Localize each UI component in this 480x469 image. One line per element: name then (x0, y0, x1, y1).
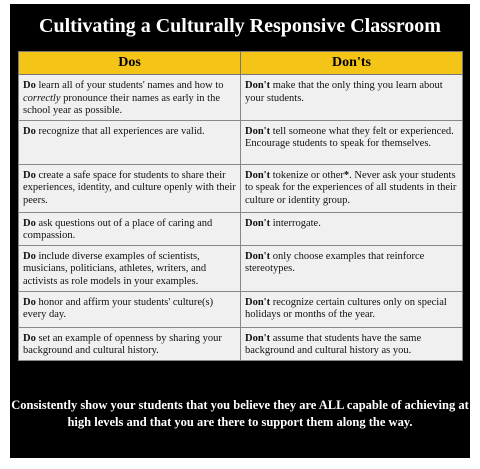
footnote-asterisk: * (343, 169, 350, 181)
do-lead: Do (23, 250, 36, 262)
do-text: honor and affirm your students' culture(s) every day. (23, 296, 214, 320)
table-row (19, 75, 463, 121)
dont-cell (241, 245, 463, 291)
dont-cell (241, 120, 463, 164)
do-text: recognize that all experiences are valid. (35, 125, 205, 137)
do-cell (19, 120, 241, 164)
do-lead: Do (23, 169, 36, 181)
dont-lead: Don't (245, 80, 271, 91)
do-text: include diverse examples of scientists, musicians, politicians, athletes, writers, and activists as role models in your examples. (23, 250, 207, 287)
dont-lead: Don't (245, 217, 271, 229)
table-row (19, 212, 463, 245)
dont-lead: Don't (245, 169, 271, 181)
table-row (19, 327, 463, 360)
dont-text: assume that students have the same background and cultural history as you. (245, 332, 422, 356)
do-cell (19, 245, 241, 291)
table-header-row (19, 52, 463, 75)
do-text: set an example of openness by sharing your background and cultural history. (23, 332, 222, 356)
do-text-tail: pronounce their names as early in the school year as possible. (23, 92, 220, 116)
do-cell (19, 212, 241, 245)
table-row (19, 164, 463, 212)
dont-cell (241, 164, 463, 212)
do-text: ask questions out of a place of caring and compassion. (23, 217, 213, 241)
do-lead: Do (23, 125, 36, 137)
do-lead: Do (23, 296, 36, 308)
infographic-frame (10, 4, 470, 458)
dont-text: tell someone what they felt or experienced. Encourage students to speak for themselves. (245, 125, 454, 149)
footer-message: Consistently show your students that you believe they are ALL capable of achieving at high levels and that you are there to support them along the way. (11, 398, 469, 429)
do-text: learn all of your students' names and how to (35, 80, 224, 91)
dont-text: only choose examples that reinforce stereotypes. (245, 250, 425, 274)
dont-lead: Don't (245, 125, 271, 137)
dont-cell (241, 75, 463, 121)
do-lead: Do (23, 332, 36, 344)
do-cell (19, 75, 241, 121)
dont-text: make that the only thing you learn about your students. (245, 80, 443, 104)
dont-text: tokenize or other (270, 169, 344, 181)
table-row (19, 120, 463, 164)
page-title: Cultivating a Culturally Responsive Classroom (39, 15, 441, 37)
dont-text: recognize certain cultures only on special holidays or months of the year. (245, 296, 447, 320)
table-row (19, 245, 463, 291)
dont-text-tail: . Never ask your students to speak for the experiences of all students in their culture or identity group. (245, 169, 457, 206)
dont-lead: Don't (245, 296, 271, 308)
dos-column-header: Dos (19, 52, 241, 75)
dos-donts-table (18, 51, 463, 361)
donts-column-header: Don'ts (241, 52, 463, 75)
do-lead: Do (23, 80, 36, 91)
dont-cell (241, 327, 463, 360)
dont-cell (241, 291, 463, 327)
do-text: create a safe space for students to share their experiences, identity, and culture openly with their peers. (23, 169, 236, 206)
dont-text: interrogate. (270, 217, 321, 229)
dont-lead: Don't (245, 250, 271, 262)
do-cell (19, 164, 241, 212)
do-cell (19, 291, 241, 327)
dont-cell (241, 212, 463, 245)
do-cell (19, 327, 241, 360)
dont-lead: Don't (245, 332, 271, 344)
do-emphasis: correctly (23, 92, 61, 104)
table-row (19, 291, 463, 327)
do-lead: Do (23, 217, 36, 229)
